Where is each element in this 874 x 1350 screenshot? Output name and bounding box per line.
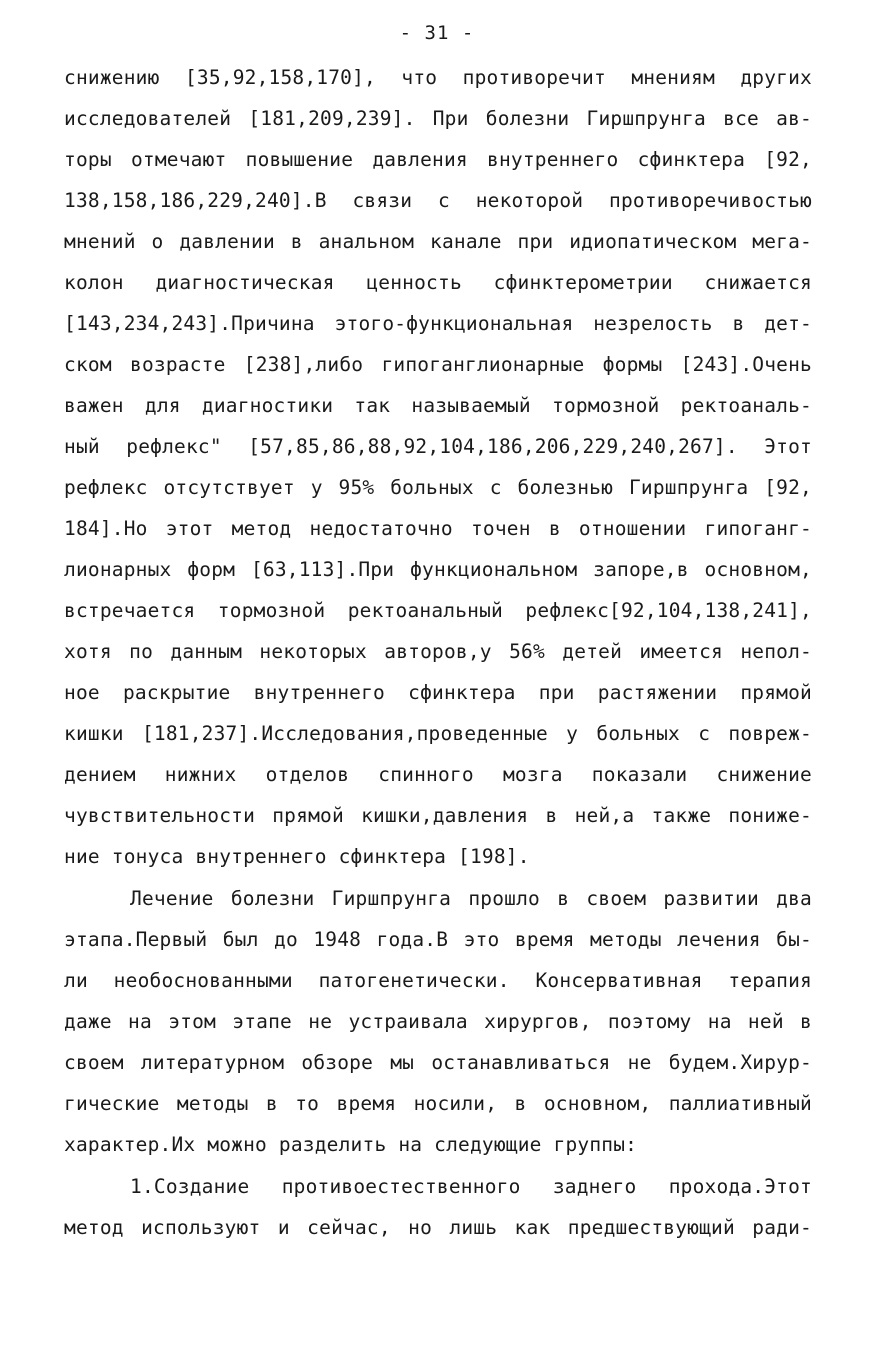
text-line: лионарных форм [63,113].При функциональном запоре,в основном, — [64, 558, 812, 581]
text-line: 138,158,186,229,240].В связи с некоторой противоречивостью — [64, 189, 812, 212]
text-line: колон диагностическая ценность сфинктерометрии снижается — [64, 271, 812, 294]
page-number: - 31 - — [399, 22, 475, 44]
text-line: 184].Но этот метод недостаточно точен в отношении гипоганг- — [64, 517, 812, 540]
text-line: снижению [35,92,158,170], что противоречит мнениям других — [64, 66, 812, 89]
text-line: важен для диагностики так называемый тормозной ректоаналь- — [64, 394, 812, 417]
text-line: метод используют и сейчас, но лишь как предшествующий ради- — [64, 1216, 812, 1239]
text-line: рефлекс отсутствует у 95% больных с болезнью Гиршпрунга [92, — [64, 476, 812, 499]
text-line: ском возрасте [238],либо гипоганглионарные формы [243].Очень — [64, 353, 812, 376]
text-line: [143,234,243].Причина этого-функциональная незрелость в дет- — [64, 312, 812, 335]
list-item-first-line: 1.Создание противоестественного заднего прохода.Этот — [130, 1175, 812, 1198]
text-line: своем литературном обзоре мы останавливаться не будем.Хирур- — [64, 1051, 812, 1074]
text-line: исследователей [181,209,239]. При болезни Гиршпрунга все ав- — [64, 107, 812, 130]
text-line: характер.Их можно разделить на следующие группы: — [64, 1133, 638, 1156]
text-line: этапа.Первый был до 1948 года.В это время методы лечения бы- — [64, 928, 812, 951]
text-line: ное раскрытие внутреннего сфинктера при растяжении прямой — [64, 681, 812, 704]
text-line: гические методы в то время носили, в основном, паллиативный — [64, 1092, 812, 1115]
text-line: встречается тормозной ректоанальный рефлекс[92,104,138,241], — [64, 599, 812, 622]
text-line: ный рефлекс" [57,85,86,88,92,104,186,206,229,240,267]. Этот — [64, 435, 812, 458]
text-line: дением нижних отделов спинного мозга показали снижение — [64, 763, 812, 786]
text-line: кишки [181,237].Исследования,проведенные у больных с повреж- — [64, 722, 812, 745]
text-line: торы отмечают повышение давления внутреннего сфинктера [92, — [64, 148, 812, 171]
text-line: ние тонуса внутреннего сфинктера [198]. — [64, 845, 530, 868]
text-line: мнений о давлении в анальном канале при идиопатическом мега- — [64, 230, 812, 253]
text-line: чувствительности прямой кишки,давления в ней,а также пониже- — [64, 804, 812, 827]
text-line: ли необоснованными патогенетически. Консервативная терапия — [64, 969, 812, 992]
text-line: даже на этом этапе не устраивала хирургов, поэтому на ней в — [64, 1010, 812, 1033]
paragraph-first-line: Лечение болезни Гиршпрунга прошло в своем развитии два — [130, 887, 812, 910]
text-line: хотя по данным некоторых авторов,у 56% детей имеется непол- — [64, 640, 812, 663]
